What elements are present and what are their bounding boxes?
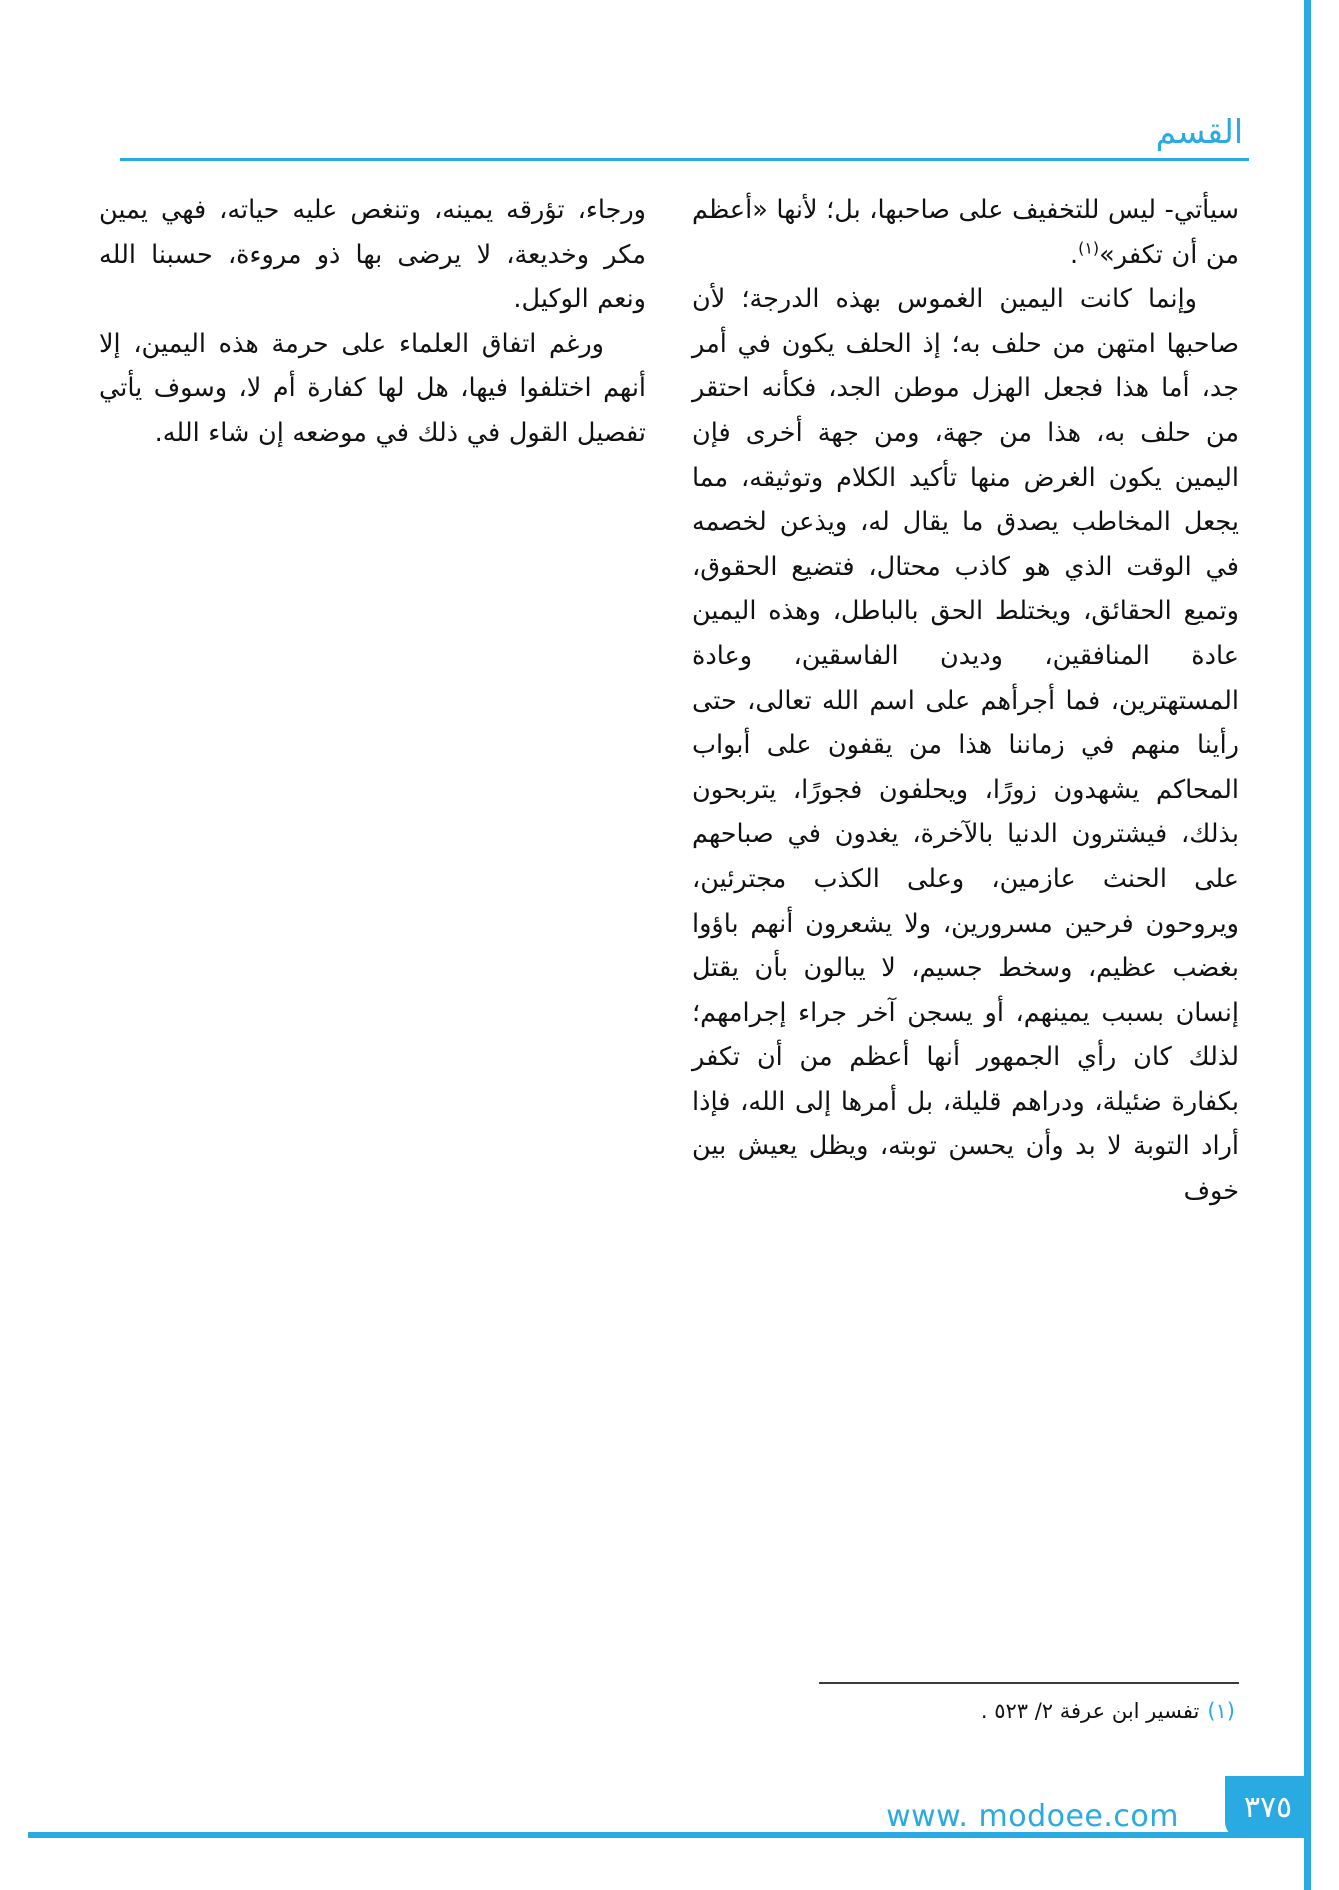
page-title: القسم [1155, 112, 1243, 151]
page-border-right [1304, 0, 1311, 1890]
column-left [99, 188, 646, 456]
paragraph-left-1: ورجاء، تؤرقه يمينه، وتنغص عليه حياته، فهي يمين مكر وخديعة، لا يرضى بها ذو مروءة، حسبنا الله ونعم الوكيل. [99, 195, 646, 315]
page-footer [0, 1772, 1339, 1890]
header-divider [120, 158, 1249, 161]
footnote-reference-marker[interactable]: (١) [1078, 238, 1100, 258]
footnote-divider [819, 1682, 1239, 1684]
paragraph-right-2: وإنما كانت اليمين الغموس بهذه الدرجة؛ لأن صاحبها امتهن من حلف به؛ إذ الحلف يكون في أمر جد، أما هذا فجعل الهزل موطن الجد، فكأنه احتقر من حلف به، هذا من جهة، ومن جهة أخرى فإن اليمين يكون الغرض منها تأكيد الكلام وتوثيقه، مما يجعل المخاطب يصدق ما يقال له، ويذعن لخصمه في الوقت الذي هو كاذب محتال، فتضيع الحقوق، وتميع الحقائق، ويختلط الحق بالباطل، وهذه اليمين عادة المنافقين، وديدن الفاسقين، وعادة المستهترين، فما أجرأهم على اسم الله تعالى، حتى رأينا منهم في زماننا هذا من يقفون على أبواب المحاكم يشهدون زورًا، ويحلفون فجورًا، يتربحون بذلك، فيشترون الدنيا بالآخرة، يغدون في صباحهم على الحنث عازمين، وعلى الكذب مجترئين، ويروحون فرحين مسرورين، ولا يشعرون أنهم باؤوا بغضب عظيم، وسخط جسيم، لا يبالون بأن يقتل إنسان بسبب يمينهم، أو يسجن آخر جراء إجرامهم؛ لذلك كان رأي الجمهور أنها أعظم من أن تكفر بكفارة ضئيلة، ودراهم قليلة، بل أمرها إلى الله، فإذا أراد التوبة لا بد وأن يحسن توبته، ويظل يعيش بين خوف [692, 284, 1239, 1207]
paragraph-left-2: ورغم اتفاق العلماء على حرمة هذه اليمين، إلا أنهم اختلفوا فيها، هل لها كفارة أم لا، وسوف يأتي تفصيل القول في ذلك في موضعه إن شاء الله. [99, 328, 646, 448]
paragraph-right-1 [692, 188, 1239, 277]
page-number: ٣٧٥ [1243, 1789, 1293, 1825]
body-columns [99, 188, 1239, 1214]
paragraph-right-1-trailing: . [1069, 239, 1079, 270]
site-url[interactable]: www. modoee.com [886, 1799, 1179, 1834]
footnote-entry [99, 1694, 1239, 1728]
column-right [692, 188, 1239, 1214]
footnote-number: (١) [1207, 1699, 1235, 1723]
page-header [90, 108, 1249, 168]
footnote-text: تفسير ابن عرفة ٢/ ٥٢٣ . [980, 1699, 1200, 1723]
paragraph-right-1-text: سيأتي- ليس للتخفيف على صاحبها، بل؛ لأنها «أعظم من أن تكفر» [692, 195, 1239, 270]
footnote-section [99, 1682, 1239, 1728]
page-number-badge [1225, 1776, 1311, 1838]
